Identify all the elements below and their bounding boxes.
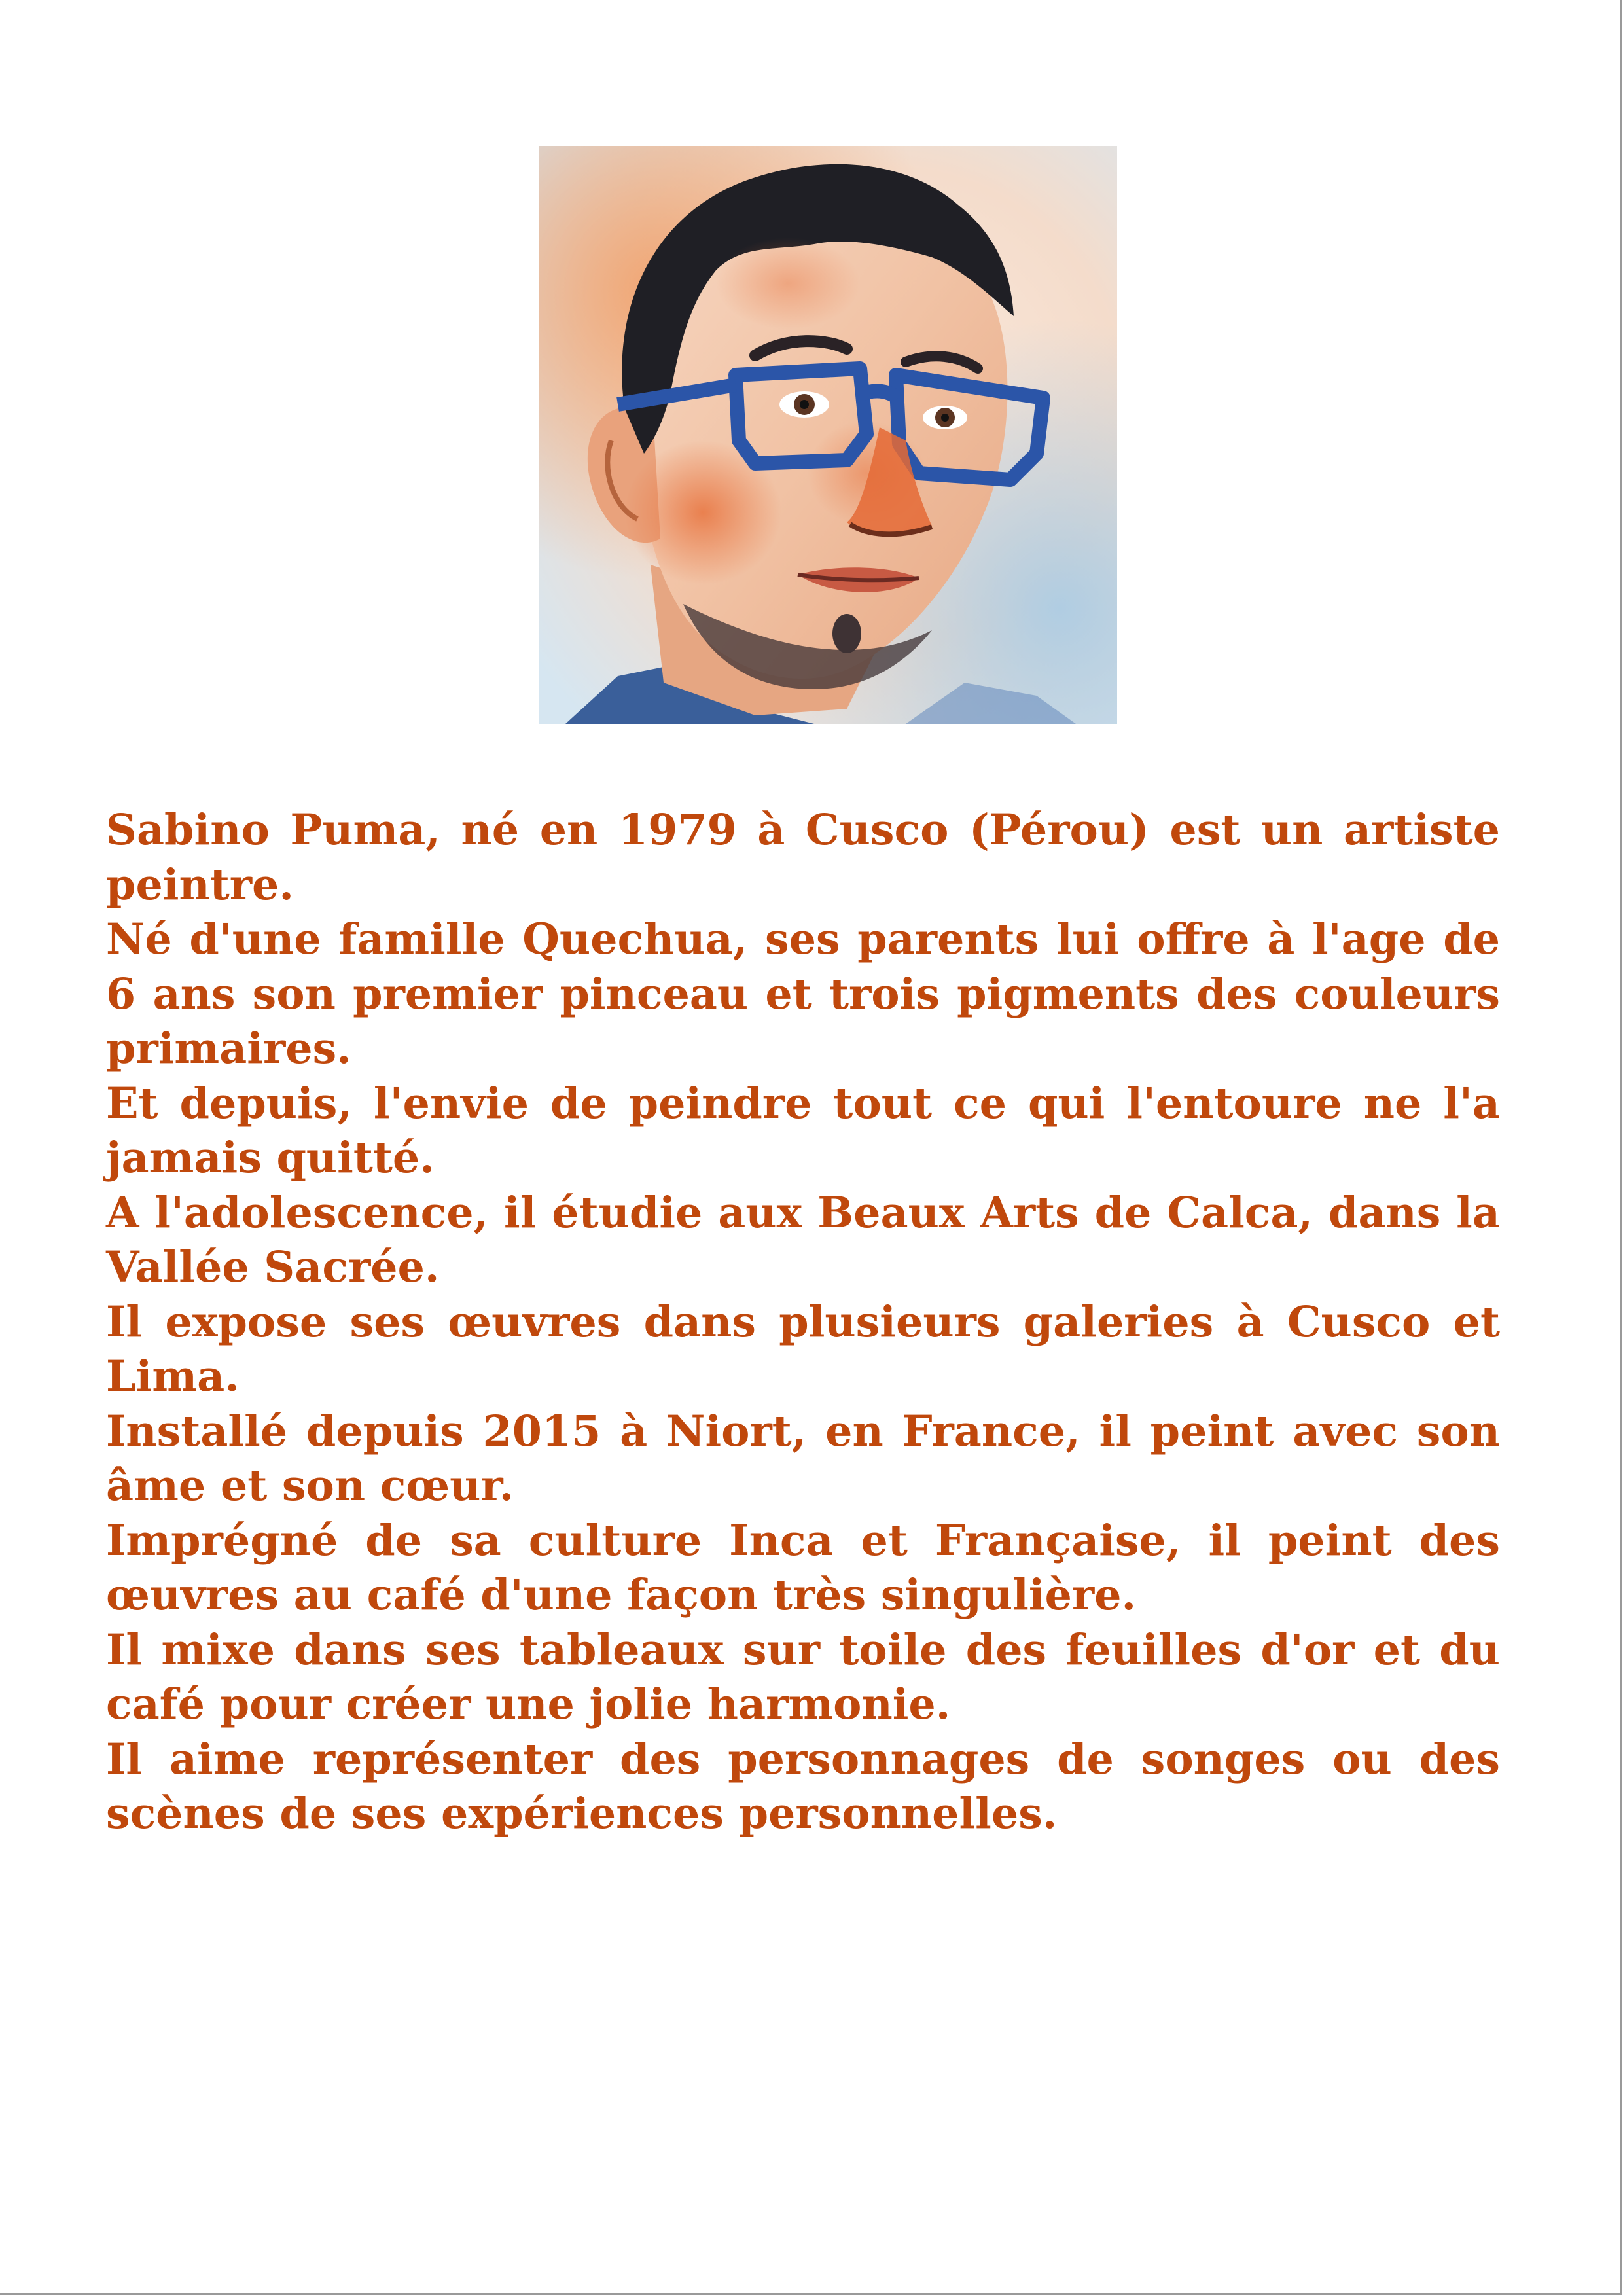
bio-paragraph: Et depuis, l'envie de peindre tout ce qui l'entoure ne l'a jamais quitté. (106, 1078, 1500, 1183)
bio-paragraph: Il aime représenter des personnages de songes ou des scènes de ses expériences personnelles. (106, 1734, 1500, 1839)
bio-paragraph: Né d'une famille Quechua, ses parents lui offre à l'age de 6 ans son premier pinceau et trois pigments des couleurs primaires. (106, 914, 1500, 1073)
bio-paragraph: Il expose ses œuvres dans plusieurs galeries à Cusco et Lima. (106, 1297, 1500, 1401)
bio-paragraph: Imprégné de sa culture Inca et Française, il peint des œuvres au café d'une façon très singulière. (106, 1515, 1500, 1620)
bio-paragraph: Il mixe dans ses tableaux sur toile des feuilles d'or et du café pour créer une jolie harmonie. (106, 1624, 1500, 1729)
artist-biography (106, 803, 1500, 1842)
bio-paragraph: Installé depuis 2015 à Niort, en France, il peint avec son âme et son cœur. (106, 1406, 1500, 1511)
bio-paragraph: A l'adolescence, il étudie aux Beaux Arts de Calca, dans la Vallée Sacrée. (106, 1187, 1500, 1292)
artist-portrait-image (539, 146, 1117, 724)
bio-paragraph: Sabino Puma, né en 1979 à Cusco (Pérou) est un artiste peintre. (106, 805, 1500, 910)
